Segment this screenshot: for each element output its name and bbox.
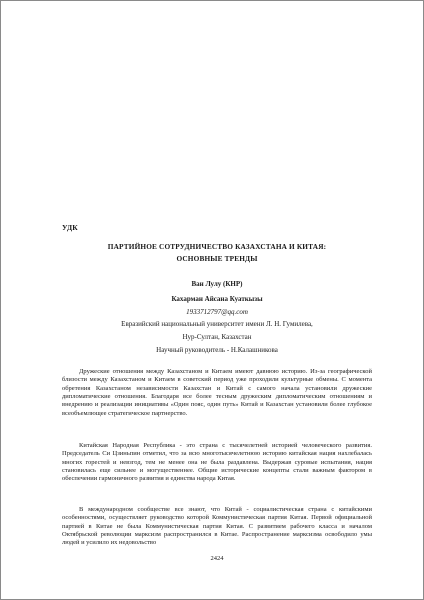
author-email: 1933712797@qq.com: [186, 308, 248, 316]
body-paragraph-1: Дружеские отношения между Казахстаном и Китаем имеют давнюю историю. Из-за географической близости между Казахстаном и Китаем в советский период уже проходили культурные обмены. С момента обретения Казахстаном независимости Казахстан и Китай с самого начала установили дружеские дипломатические отношения. Благодаря все более тесным дружеским дипломатическим отношениям и внедрению и реализации инициативы «Один пояс, один путь» Китай и Казахстан установили более глубокое всеобъемлющее стратегическое партнерство.: [62, 368, 372, 417]
author-2: Кахарман Айсана Куаткызы: [171, 295, 263, 303]
scientific-supervisor: Научный руководитель - Н.Калашникова: [156, 346, 278, 354]
author-city: Нур-Султан, Казахстан: [182, 333, 252, 341]
page-number: 2424: [210, 555, 224, 562]
article-title-line-2: ОСНОВНЫЕ ТРЕНДЫ: [176, 254, 258, 263]
document-page: [62, 1, 372, 599]
udk-label: УДК: [62, 223, 78, 232]
body-paragraph-3: В международном сообществе все знают, что Китай - социалистическая страна с китайскими особенностями, осуществляет руководство которой Коммунистическая партия Китая. Первой официальной партией в Китае не была Коммунистическая партия Китая. С развитием рабочего класса и началом Октябрьской революции марксизм распространился в Китае. Распространение марксизма освободило умы людей и усилило их недовольство: [62, 506, 372, 547]
author-affiliation: Евразийский национальный университет имени Л. Н. Гумилева,: [121, 320, 313, 328]
author-1: Ван Лулу (КНР): [191, 280, 243, 288]
body-paragraph-2: Китайская Народная Республика - это страна с тысячелетней историей человеческого развития. Председатель Си Цзиньпин отметил, что за всю многотысячелетнюю историю китайская нация нахлебалась многих горестей и невзгод, тем не менее она не была раздавлена. Выдержав суровые испытания, нация становилась еще сильнее и могущественнее. Общие исторические концепты стали важным фактором в обеспечении гармоничного развития и единства народа Китая.: [62, 442, 372, 483]
article-title-line-1: ПАРТИЙНОЕ СОТРУДНИЧЕСТВО КАЗАХСТАНА И КИТАЯ:: [107, 242, 327, 251]
